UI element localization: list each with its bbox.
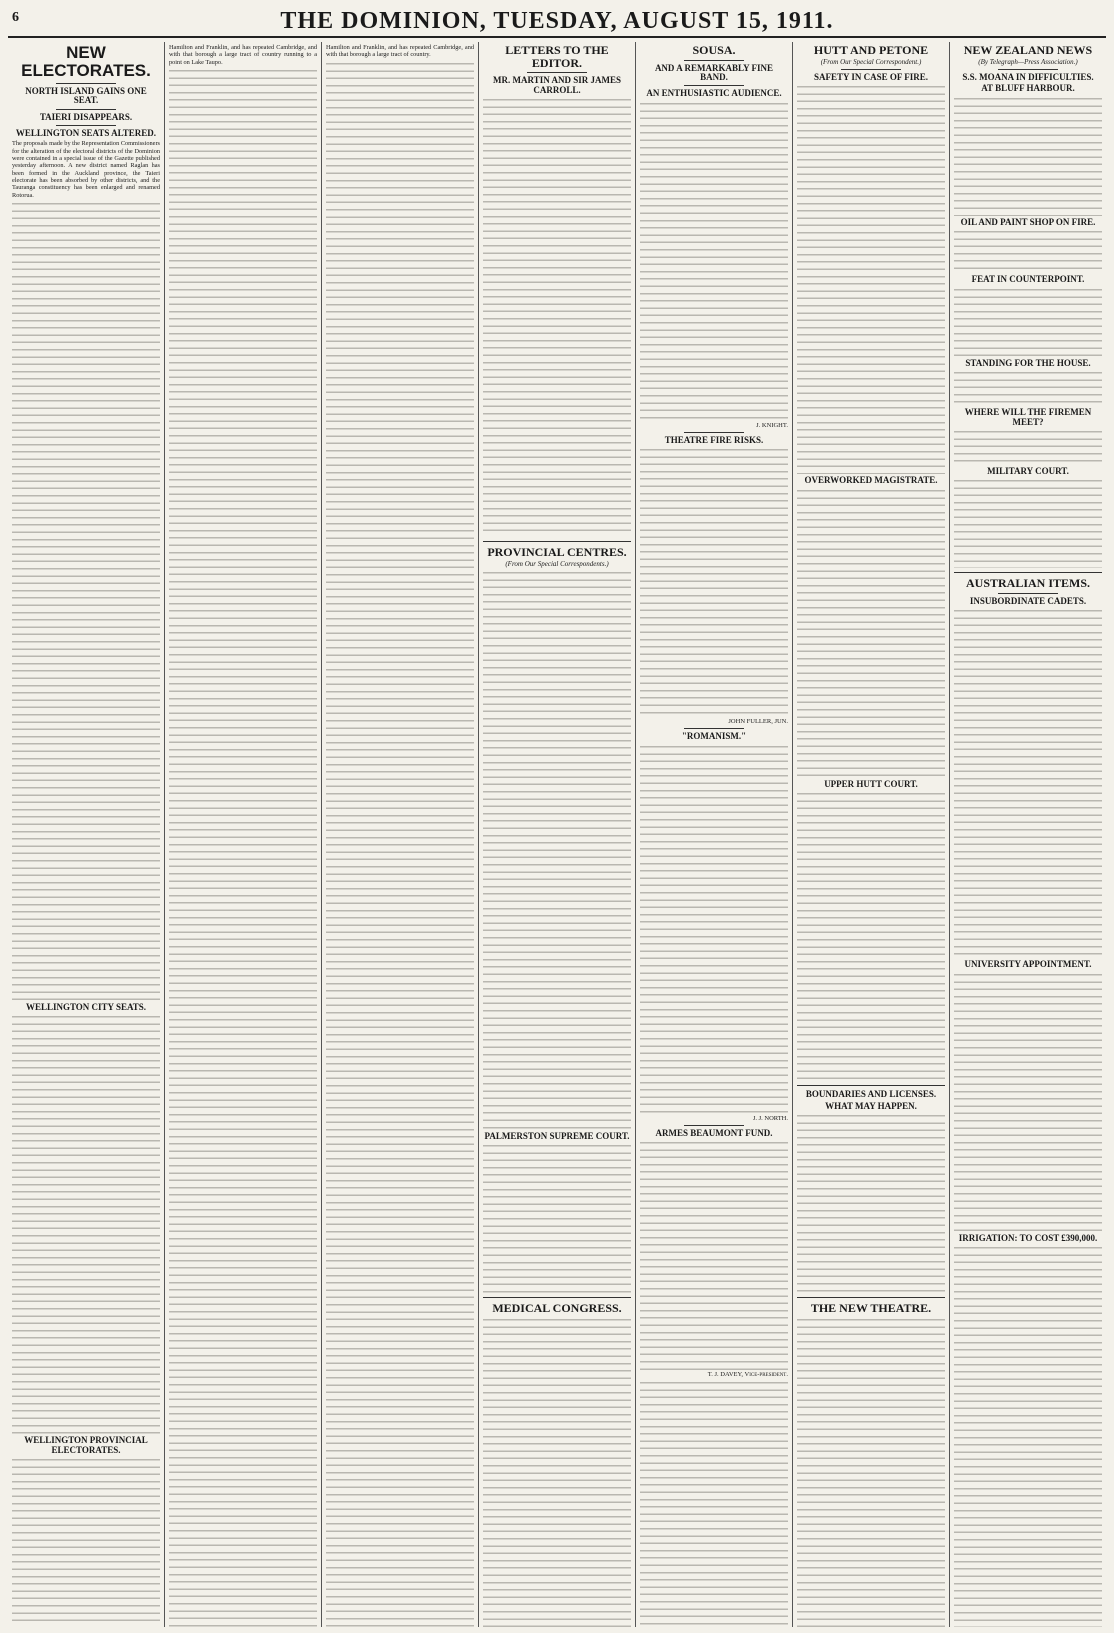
- article-text-lines: [326, 61, 474, 1627]
- subhead-north-island: NORTH ISLAND GAINS ONE SEAT.: [25, 85, 147, 106]
- subhead-fine-band: AND A REMARKABLY FINE BAND.: [654, 62, 774, 83]
- subhead-special-correspondents: (From Our Special Correspondents.): [505, 559, 609, 568]
- article-text-lines: [483, 570, 631, 1130]
- article-text: The proposals made by the Representation Commissioners for the alteration of the electoral districts of the Dominion were contained in a special issue of the Gazette published yesterday afternoon. A new district named Raglan has been formed in the Auckland province, the Taieri electorate has been absorbed by other districts, and the Tauranga constituency has been enlarged and renamed Rotorua.: [12, 140, 160, 199]
- subhead-press-association: (By Telegraph—Press Association.): [978, 57, 1078, 66]
- subhead-theatre-fire: THEATRE FIRE RISKS.: [664, 434, 764, 445]
- column-6: [793, 42, 950, 1627]
- subhead-special-correspondent: (From Our Special Correspondent.): [820, 57, 922, 66]
- article-text-lines: [483, 1317, 631, 1627]
- article-text-lines: [640, 1140, 788, 1370]
- headline-medical-congress: MEDICAL CONGRESS.: [492, 1301, 622, 1316]
- column-1: [8, 42, 165, 1627]
- headline-provincial-centres: PROVINCIAL CENTRES.: [487, 545, 627, 560]
- signature: JOHN FULLER, JUN.: [728, 718, 788, 726]
- subhead-taieri: TAIERI DISAPPEARS.: [39, 111, 133, 122]
- article-text-lines: [169, 68, 317, 1627]
- signature: J. J. NORTH.: [752, 1114, 788, 1122]
- subhead-moana: S.S. MOANA IN DIFFICULTIES.: [962, 71, 1094, 82]
- article-text-lines: [954, 287, 1102, 357]
- subhead-standing: STANDING FOR THE HOUSE.: [965, 357, 1091, 368]
- article-text-lines: [954, 370, 1102, 406]
- article-text-lines: [954, 229, 1102, 273]
- article-text-lines: [797, 1317, 945, 1627]
- column-3: [322, 42, 479, 1627]
- subhead-provincial: WELLINGTON PROVINCIAL ELECTORATES.: [24, 1435, 148, 1455]
- article-text-lines: [954, 1245, 1102, 1627]
- subhead-upper-hutt: UPPER HUTT COURT.: [824, 778, 918, 789]
- signature: T. J. DAVEY, Vice-president.: [707, 1371, 788, 1379]
- subhead-firemen: WHERE WILL THE FIREMEN MEET?: [964, 407, 1092, 427]
- headline-letters: LETTERS TO THE EDITOR.: [505, 43, 609, 70]
- article-text-lines: [483, 1143, 631, 1293]
- column-7: [950, 42, 1106, 1627]
- headline-sousa: SOUSA.: [692, 43, 736, 57]
- subhead-irrigation: IRRIGATION: TO COST £390,000.: [958, 1232, 1098, 1243]
- article-text: Hamilton and Franklin, and has repeated Cambridge, and with that borough a large tract of country.: [326, 44, 474, 59]
- columns: [8, 42, 1106, 1627]
- subhead-what-may-happen: WHAT MAY HAPPEN.: [825, 1100, 917, 1111]
- article-text-lines: [954, 478, 1102, 568]
- headline-new-theatre: THE NEW THEATRE.: [810, 1301, 932, 1316]
- subhead-palmerston-court: PALMERSTON SUPREME COURT.: [484, 1131, 630, 1141]
- subhead-wellington-seats: WELLINGTON SEATS ALTERED.: [15, 128, 157, 138]
- masthead: [8, 6, 1106, 38]
- subhead-audience: AN ENTHUSIASTIC AUDIENCE.: [646, 88, 782, 99]
- headline-hutt-petone: HUTT AND PETONE: [813, 43, 929, 57]
- headline-nz-news: NEW ZEALAND NEWS: [963, 43, 1093, 57]
- article-text-lines: [797, 791, 945, 1081]
- article-text-lines: [797, 84, 945, 474]
- article-text-lines: [640, 101, 788, 421]
- headline-australian-items: AUSTRALIAN ITEMS.: [965, 576, 1091, 591]
- subhead-counterpoint: FEAT IN COUNTERPOINT.: [971, 274, 1085, 285]
- column-2: [165, 42, 322, 1627]
- article-text-lines: [640, 1380, 788, 1627]
- subhead-fire-safety: SAFETY IN CASE OF FIRE.: [813, 71, 929, 82]
- article-text-lines: [954, 972, 1102, 1232]
- page-number: 6: [12, 10, 19, 25]
- subhead-armes-beaumont: ARMES BEAUMONT FUND.: [655, 1127, 773, 1138]
- newspaper-title: THE DOMINION, TUESDAY, AUGUST 15, 1911.: [280, 7, 834, 34]
- article-text-lines: [483, 97, 631, 537]
- signature: J. KNIGHT.: [756, 421, 788, 429]
- article-text-lines: [12, 1457, 160, 1627]
- article-text-lines: [12, 1014, 160, 1434]
- subhead-university: UNIVERSITY APPOINTMENT.: [964, 959, 1092, 970]
- subhead-boundaries: BOUNDARIES AND LICENSES.: [805, 1089, 937, 1100]
- column-5: [636, 42, 793, 1627]
- subhead-paint-shop: OIL AND PAINT SHOP ON FIRE.: [960, 216, 1096, 227]
- subhead-wellington-city: WELLINGTON CITY SEATS.: [25, 1001, 147, 1012]
- subhead-bluff: AT BLUFF HARBOUR.: [981, 83, 1075, 94]
- article-text-lines: [12, 201, 160, 1001]
- subhead-martin-carroll: MR. MARTIN AND SIR JAMES CARROLL.: [493, 75, 621, 95]
- subhead-magistrate: OVERWORKED MAGISTRATE.: [804, 475, 938, 486]
- article-text-lines: [797, 488, 945, 778]
- article-text-lines: [954, 96, 1102, 216]
- headline-new-electorates: NEW ELECTORATES.: [21, 43, 151, 80]
- article-text-lines: [797, 1113, 945, 1293]
- column-4: [479, 42, 636, 1627]
- subhead-cadets: INSUBORDINATE CADETS.: [969, 596, 1087, 607]
- article-text-lines: [954, 429, 1102, 465]
- subhead-military-court: MILITARY COURT.: [987, 466, 1069, 476]
- article-text-lines: [640, 744, 788, 1114]
- article-text: Hamilton and Franklin, and has repeated Cambridge, and with that borough a large tract of country running to a point on Lake Taupo.: [169, 44, 317, 66]
- article-text-lines: [640, 447, 788, 717]
- subhead-romanism: "ROMANISM.": [681, 731, 747, 742]
- article-text-lines: [954, 608, 1102, 958]
